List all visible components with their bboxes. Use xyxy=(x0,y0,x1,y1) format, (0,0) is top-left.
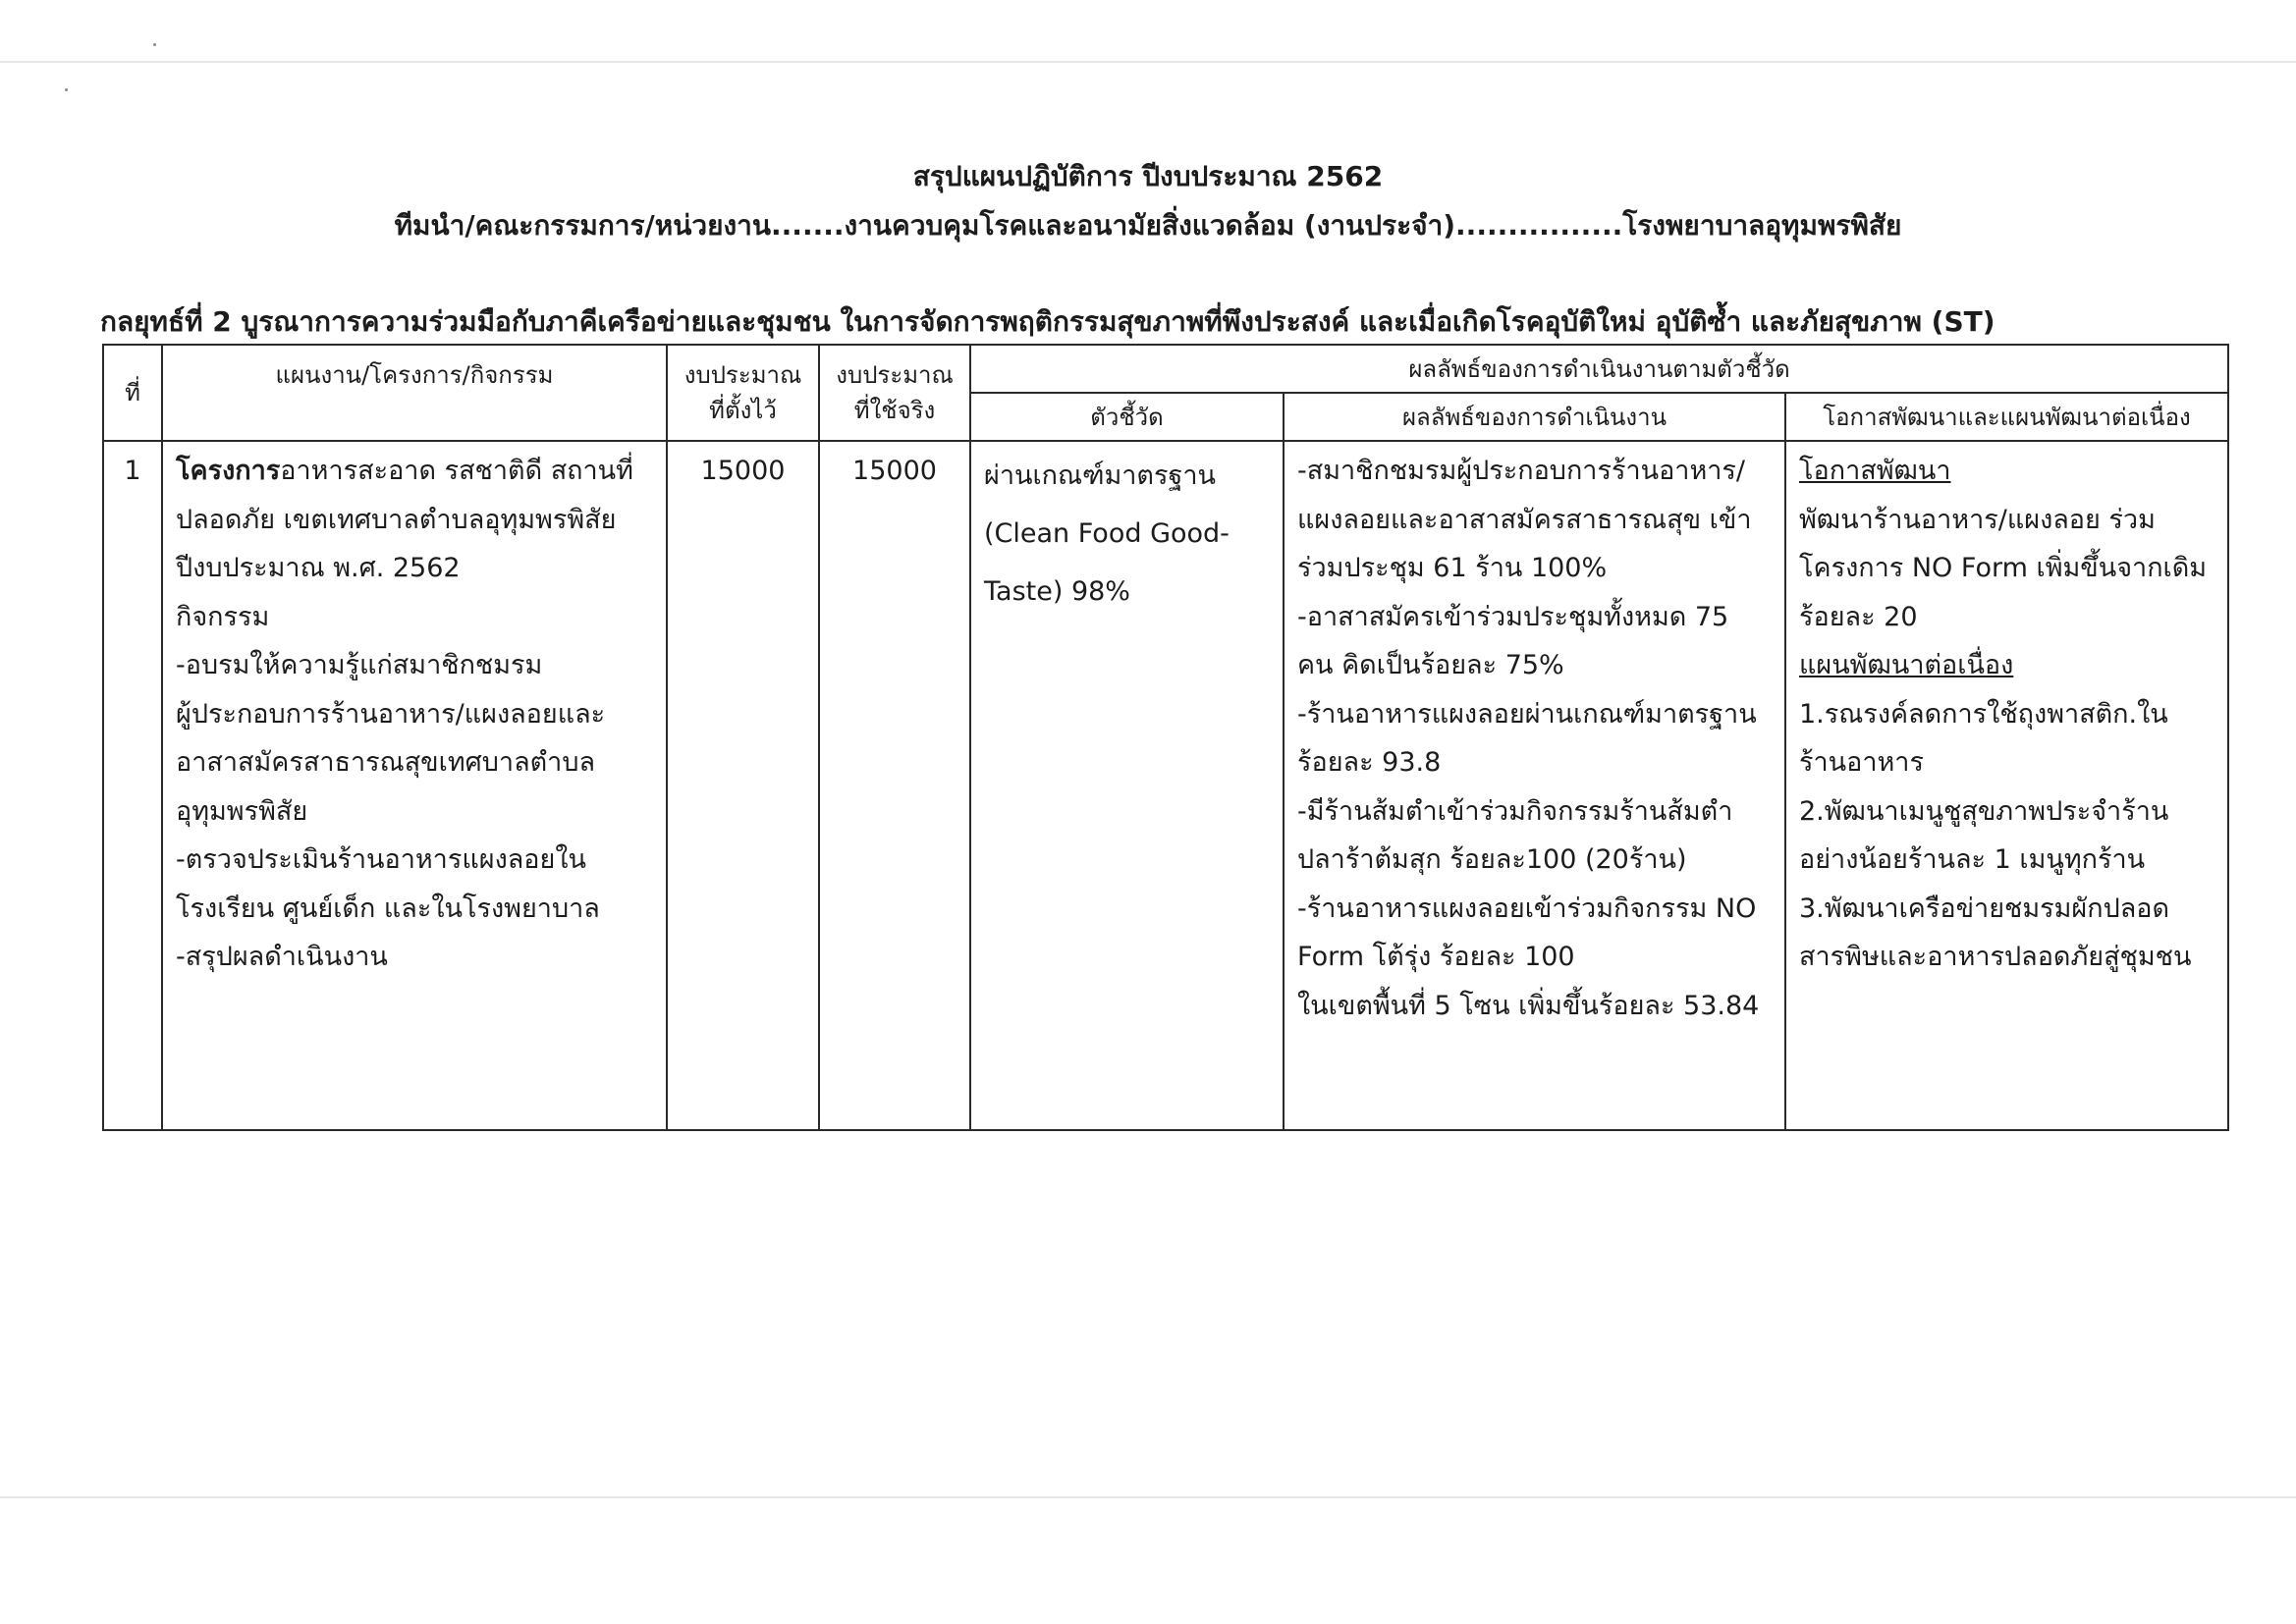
project-line: -ตรวจประเมินร้านอาหารแผงลอยใน xyxy=(176,844,586,875)
project-line: ปลอดภัย เขตเทศบาลตำบลอุทุมพรพิสัย xyxy=(176,504,617,535)
plan-item: ร้านอาหาร xyxy=(1799,747,1924,778)
document-subtitle: ทีมนำ/คณะกรรมการ/หน่วยงาน.......งานควบคุมโรคและอนามัยสิ่งแวดล้อม (งานประจำ)................โรงพยาบาลอุทุมพรพิสัย xyxy=(394,209,1902,242)
row-cell-budget-used xyxy=(818,440,971,1131)
project-first-line xyxy=(176,447,633,496)
outcome-line: ในเขตพื้นที่ 5 โซน เพิ่มขึ้นร้อยละ 53.84 xyxy=(1297,990,1760,1021)
header-budget-set: งบประมาณ ที่ตั้งไว้ xyxy=(666,344,820,442)
opportunity-line: พัฒนาร้านอาหาร/แผงลอย ร่วม xyxy=(1799,504,2156,535)
project-line: อุทุมพรพิสัย xyxy=(176,795,308,827)
row-cell-no xyxy=(102,440,163,1131)
budget-set-value: 15000 xyxy=(700,456,786,486)
project-line: อาสาสมัครสาธารณสุขเทศบาลตำบล xyxy=(176,747,596,778)
plan-item: 2.พัฒนาเมนูชูสุขภาพประจำร้าน xyxy=(1799,795,2169,827)
project-description xyxy=(176,447,633,982)
header-opportunity: โอกาสพัฒนาและแผนพัฒนาต่อเนื่อง xyxy=(1784,392,2229,442)
document-title: สรุปแผนปฏิบัติการ ปีงบประมาณ 2562 xyxy=(912,160,1384,192)
outcome-line: ร่วมประชุม 61 ร้าน 100% xyxy=(1297,553,1608,583)
scan-edge-top xyxy=(0,61,2296,63)
plan-item: 1.รณรงค์ลดการใช้ถุงพาสติก.ใน xyxy=(1799,698,2168,730)
continuous-plan-heading: แผนพัฒนาต่อเนื่อง xyxy=(1799,650,2014,680)
project-title: โครงการ xyxy=(176,456,281,486)
outcome-line: Form โต้รุ่ง ร้อยละ 100 xyxy=(1297,942,1575,972)
row-number: 1 xyxy=(124,456,141,486)
opportunity-line: ร้อยละ 20 xyxy=(1799,601,1918,632)
scan-edge-bottom xyxy=(0,1496,2296,1498)
project-line: อาหารสะอาด รสชาติดี สถานที่ xyxy=(280,456,633,486)
indicator-line: Taste) 98% xyxy=(984,576,1130,607)
outcome-line: -อาสาสมัครเข้าร่วมประชุมทั้งหมด 75 xyxy=(1297,601,1729,632)
header-outcome: ผลลัพธ์ของการดำเนินงาน xyxy=(1283,392,1786,442)
budget-used-value: 15000 xyxy=(852,456,937,486)
indicator-line: (Clean Food Good- xyxy=(984,518,1230,549)
indicator-line: ผ่านเกณฑ์มาตรฐาน xyxy=(984,460,1216,491)
plan-item: อย่างน้อยร้านละ 1 เมนูทุกร้าน xyxy=(1799,844,2146,875)
project-line: โรงเรียน ศูนย์เด็ก และในโรงพยาบาล xyxy=(176,893,600,924)
opportunity-text xyxy=(1799,447,2207,982)
outcome-line: -ร้านอาหารแผงลอยผ่านเกณฑ์มาตรฐาน xyxy=(1297,698,1757,730)
header-results-group: ผลลัพธ์ของการดำเนินงานตามตัวชี้วัด xyxy=(969,344,2229,394)
row-cell-budget-set xyxy=(666,440,820,1131)
project-line: กิจกรรม xyxy=(176,601,270,632)
header-budget-used: งบประมาณ ที่ใช้จริง xyxy=(818,344,971,442)
outcome-line: แผงลอยและอาสาสมัครสาธารณสุข เข้า xyxy=(1297,504,1752,535)
plan-item: สารพิษและอาหารปลอดภัยสู่ชุมชน xyxy=(1799,942,2192,972)
header-no: ที่ xyxy=(102,344,163,442)
opportunity-line: โครงการ NO Form เพิ่มขึ้นจากเดิม xyxy=(1799,553,2208,583)
outcome-line: -สมาชิกชมรมผู้ประกอบการร้านอาหาร/ xyxy=(1297,456,1746,486)
outcome-line: คน คิดเป็นร้อยละ 75% xyxy=(1297,650,1564,680)
outcome-line: -มีร้านส้มตำเข้าร่วมกิจกรรมร้านส้มตำ xyxy=(1297,795,1733,827)
opportunity-heading: โอกาสพัฒนา xyxy=(1799,456,1951,486)
strategy-heading: กลยุทธ์ที่ 2 บูรณาการความร่วมมือกับภาคีเครือข่ายและชุมชน ในการจัดการพฤติกรรมสุขภาพที่พึงประสงค์ และเมื่อเกิดโรคอุบัติใหม่ อุบัติซ้ำ และภัยสุขภาพ (ST) xyxy=(100,305,1995,338)
header-indicator: ตัวชี้วัด xyxy=(969,392,1285,442)
plan-item: 3.พัฒนาเครือข่ายชมรมผักปลอด xyxy=(1799,893,2170,924)
scan-speck xyxy=(65,88,68,91)
outcome-line: -ร้านอาหารแผงลอยเข้าร่วมกิจกรรม NO xyxy=(1297,893,1757,924)
outcome-line: ร้อยละ 93.8 xyxy=(1297,747,1442,778)
scan-speck xyxy=(153,43,156,46)
project-line: ผู้ประกอบการร้านอาหาร/แผงลอยและ xyxy=(176,698,606,730)
project-line: -สรุปผลดำเนินงาน xyxy=(176,942,388,972)
header-plan: แผนงาน/โครงการ/กิจกรรม xyxy=(161,344,668,442)
project-line: -อบรมให้ความรู้แก่สมาชิกชมรม xyxy=(176,650,543,680)
indicator-text xyxy=(984,447,1230,621)
outcome-text xyxy=(1297,447,1759,1030)
project-line: ปีงบประมาณ พ.ศ. 2562 xyxy=(176,553,461,583)
outcome-line: ปลาร้าต้มสุก ร้อยละ100 (20ร้าน) xyxy=(1297,844,1687,875)
